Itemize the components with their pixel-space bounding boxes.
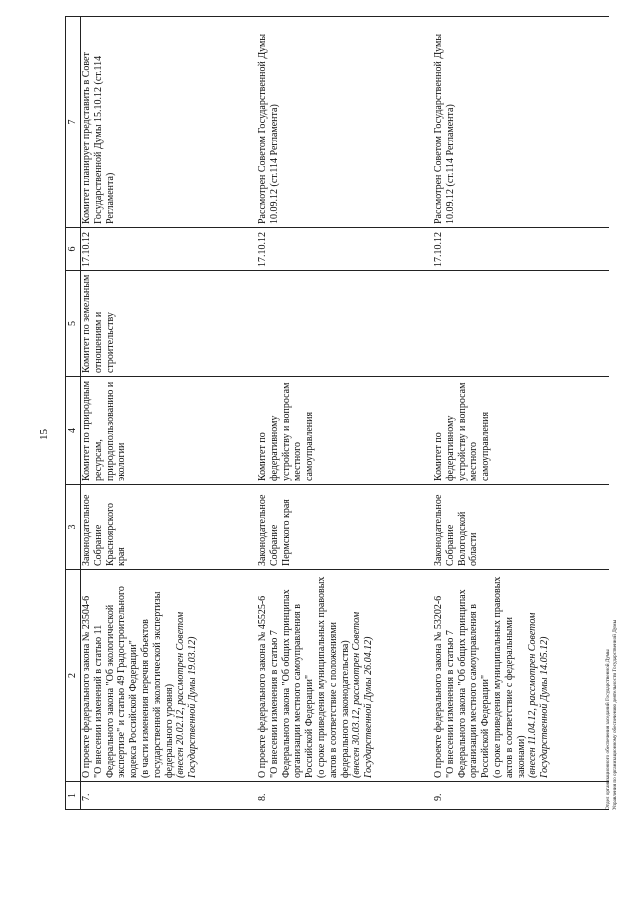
date-cell: 17.10.12 <box>257 228 433 271</box>
bill-title-cell <box>433 570 609 782</box>
col-header-6: 6 <box>66 228 81 271</box>
initiator-cell: Законодательное Собрание Пермского края <box>257 485 433 570</box>
bill-title: О проекте федерального закона № 45525-6 "О внесении изменения в статью 7 Федерального закона "Об общих принципах организации местного самоуправления в Российской Федерации" (о сроке приведения муниципальных правовых актов в соответствие с положениями федерального законодательства) <box>257 576 351 778</box>
bill-note: (внесен 11.04.12, рассмотрен Советом Государственной Думы 14.05.12) <box>527 612 551 778</box>
bill-note: (внесен 30.03.12, рассмотрен Советом Государственной Думы 26.04.12) <box>351 611 375 778</box>
footer-line-1: Отдел организационного обеспечения заседаний Государственной Думы <box>605 649 611 810</box>
col-header-4: 4 <box>66 377 81 485</box>
committee-cell: Комитет по природным ресурсам, природопользованию и экологии <box>81 377 258 485</box>
table-row <box>81 17 258 810</box>
date-cell: 17.10.12 <box>433 228 609 271</box>
bill-title-cell <box>81 570 258 782</box>
committee-cell: Комитет по федеративному устройству и вопросам местного самоуправления <box>433 377 609 485</box>
bill-title-cell <box>257 570 433 782</box>
bill-title: О проекте федерального закона № 23504-6 "О внесении изменений в статью 11 Федерального закона "Об экологической экспертизе" и статью 49 Градостроительного кодекса Российской Федерации" (в части изменения перечня объектов государственной экологической экспертизы федерального уровня) <box>81 586 175 778</box>
footer-line-2: Управления по организационному обеспечению деятельности Государственной Думы <box>611 619 618 810</box>
status-cell: Рассмотрен Советом Государственной Думы 10.09.12 (ст.114 Регламента) <box>257 17 433 228</box>
row-number: 8. <box>257 782 433 810</box>
col-header-1: 1 <box>66 782 81 810</box>
status-cell: Рассмотрен Советом Государственной Думы 10.09.12 (ст.114 Регламента) <box>433 17 609 228</box>
col-header-3: 3 <box>66 485 81 570</box>
page-number: 15 <box>38 429 50 440</box>
bill-note: (внесен 20.02.12, рассмотрен Советом Государственной Думы 19.03.12) <box>175 611 199 778</box>
header-row <box>66 17 81 810</box>
coexecutor-cell: Комитет по земельным отношениям и строительству <box>81 271 258 377</box>
table-row <box>257 17 433 810</box>
row-number: 9. <box>433 782 609 810</box>
table-row <box>433 17 609 810</box>
col-header-5: 5 <box>66 271 81 377</box>
initiator-cell: Законодательное Собрание Вологодской области <box>433 485 609 570</box>
bill-title: О проекте федерального закона № 53202-6 "О внесении изменения в статью 7 Федерального закона "Об общих принципах организации местного самоуправления в Российской Федерации" (о сроке приведения муниципальных правовых актов в соответствие с федеральными законами) <box>433 576 527 778</box>
col-header-7: 7 <box>66 17 81 228</box>
footer <box>605 620 619 810</box>
col-header-2: 2 <box>66 570 81 782</box>
initiator-cell: Законодательное Собрание Красноярского края <box>81 485 258 570</box>
coexecutor-cell <box>257 271 433 377</box>
coexecutor-cell <box>433 271 609 377</box>
date-cell: 17.10.12 <box>81 228 258 271</box>
bills-table <box>65 16 609 810</box>
row-number: 7. <box>81 782 258 810</box>
status-cell: Комитет планирует представить в Совет Государственной Думы 15.10.12 (ст.114 Регламента) <box>81 17 258 228</box>
committee-cell: Комитет по федеративному устройству и вопросам местного самоуправления <box>257 377 433 485</box>
